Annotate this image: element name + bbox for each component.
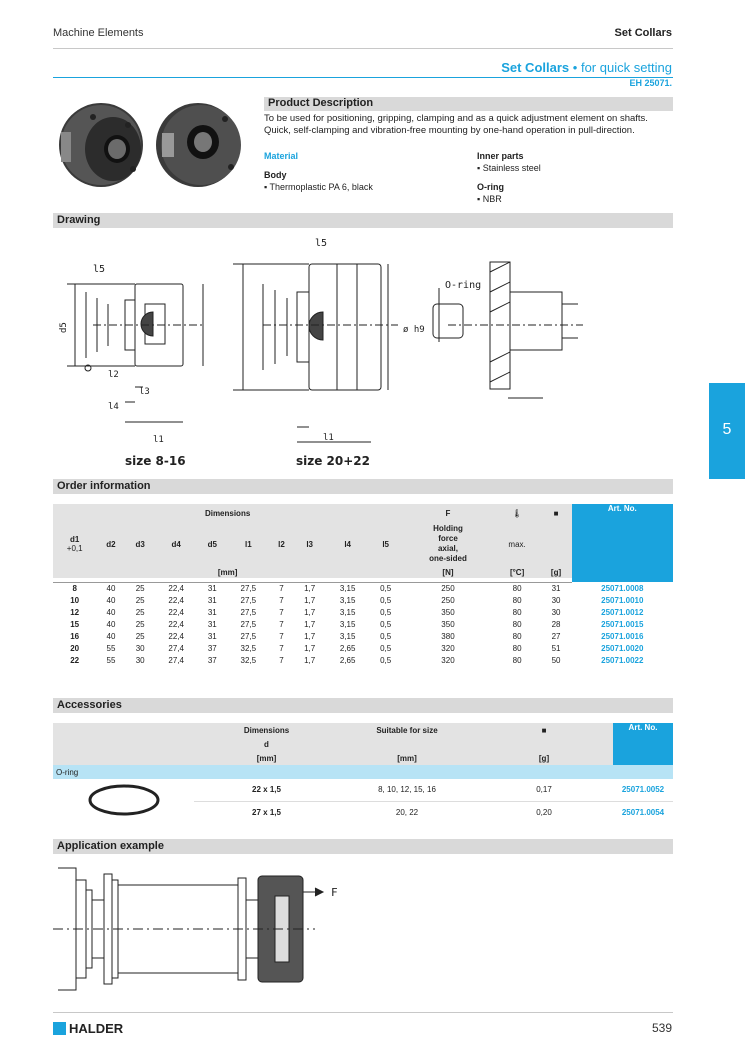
oring-label: O-ring [477, 182, 504, 192]
order-cell: 2,65 [339, 643, 356, 653]
order-cell: 380 [441, 631, 455, 641]
unit-c: [°C] [509, 567, 525, 577]
order-cell: 32,5 [240, 655, 257, 665]
acc-weight-icon: ■ [541, 725, 547, 735]
unit-g: [g] [550, 567, 562, 577]
order-row [53, 642, 673, 654]
acc-suitable-unit: [mm] [397, 753, 417, 763]
order-cell: 3,15 [339, 595, 356, 605]
order-cell: 40 [106, 631, 116, 641]
svg-text:l2: l2 [108, 370, 119, 380]
col-holding-force: Holding force axial, one-sided [429, 524, 467, 563]
order-cell: 7 [279, 595, 284, 605]
order-cell: 350 [441, 619, 455, 629]
order-cell: 37 [207, 655, 217, 665]
order-cell: 40 [106, 595, 116, 605]
order-cell: 22,4 [168, 595, 184, 605]
order-row [53, 594, 673, 606]
order-cell: 40 [106, 607, 116, 617]
dimensions-header: Dimensions [204, 508, 251, 518]
acc-row-dim: 27 x 1,5 [194, 801, 339, 823]
footer-divider [53, 1012, 673, 1013]
order-cell: 7 [279, 607, 284, 617]
product-code: EH 25071. [629, 78, 672, 88]
drawing-section-heading: Drawing [53, 213, 673, 228]
body-label: Body [264, 170, 287, 180]
col-max-temp: max. [508, 539, 526, 549]
order-cell: 250 [441, 583, 455, 593]
order-cell: 30 [551, 595, 561, 605]
order-cell: 27,5 [240, 595, 257, 605]
body-value: ▪ Thermoplastic PA 6, black [264, 182, 373, 192]
inner-parts-label: Inner parts [477, 151, 524, 161]
order-cell: 25 [135, 607, 145, 617]
oring-value: ▪ NBR [477, 194, 502, 204]
order-cell: 3,15 [339, 607, 356, 617]
header-category: Machine Elements [53, 27, 144, 39]
acc-row-dim: 22 x 1,5 [252, 785, 281, 795]
order-cell: 2,65 [339, 655, 356, 665]
svg-text:size 20+22: size 20+22 [296, 454, 371, 468]
order-cell: 27,4 [168, 643, 184, 653]
order-cell: 7 [279, 655, 284, 665]
acc-group-oring: O-ring [53, 765, 673, 779]
order-cell: 7 [279, 619, 284, 629]
order-cell: 22,4 [168, 631, 184, 641]
accessories-table [53, 723, 673, 823]
order-cell: 20 [70, 643, 80, 653]
acc-row-weight: 0,17 [536, 785, 552, 795]
order-cell: 7 [279, 631, 284, 641]
order-cell: 10 [70, 595, 80, 605]
acc-art-no-header: Art. No. [613, 723, 673, 765]
order-cell: 27,5 [240, 619, 257, 629]
svg-text:O-ring: O-ring [445, 280, 482, 291]
col-l1: l1 [244, 539, 252, 549]
order-cell: 27 [551, 631, 561, 641]
order-cell: 25 [135, 619, 145, 629]
order-table [53, 504, 673, 666]
force-header: F [445, 508, 451, 518]
svg-text:F: F [331, 886, 338, 899]
order-cell: 3,15 [339, 619, 356, 629]
temperature-icon: 🌡 [512, 508, 523, 518]
svg-text:l4: l4 [108, 402, 119, 412]
order-cell: 0,5 [380, 655, 392, 665]
art-no-header: Art. No. [572, 504, 673, 582]
order-cell: 40 [106, 619, 116, 629]
order-cell: 1,7 [304, 595, 316, 605]
acc-dimensions-header: Dimensions [243, 725, 290, 735]
page-number: 539 [651, 1021, 672, 1035]
acc-row-suitable: 20, 22 [339, 801, 475, 823]
order-cell: 25 [135, 631, 145, 641]
order-cell: 28 [551, 619, 561, 629]
order-row [53, 606, 673, 618]
order-cell: 55 [106, 643, 116, 653]
art-no-cell[interactable]: 25071.0016 [601, 631, 644, 641]
order-cell: 30 [551, 607, 561, 617]
order-row [53, 630, 673, 642]
acc-row-art[interactable]: 25071.0054 [613, 801, 673, 823]
order-cell: 320 [441, 643, 455, 653]
order-row [53, 618, 673, 630]
halder-logo-icon [53, 1022, 66, 1035]
order-cell: 7 [279, 583, 284, 593]
order-cell: 0,5 [380, 595, 392, 605]
inner-parts-value: ▪ Stainless steel [477, 163, 541, 173]
art-no-cell[interactable]: 25071.0008 [601, 583, 644, 593]
order-cell: 25 [135, 583, 145, 593]
title-divider [53, 77, 673, 78]
col-l5: l5 [382, 539, 389, 549]
material-label: Material [264, 151, 299, 161]
unit-n: [N] [442, 567, 454, 577]
acc-row-art[interactable]: 25071.0052 [621, 785, 665, 795]
order-cell: 51 [551, 643, 561, 653]
acc-row-suitable: 8, 10, 12, 15, 16 [378, 785, 436, 795]
svg-text:l5: l5 [93, 264, 106, 275]
col-l2: l2 [278, 539, 285, 549]
col-d1: d1 +0,1 [66, 535, 83, 553]
order-cell: 80 [512, 595, 522, 605]
order-cell: 31 [207, 595, 217, 605]
order-cell: 27,4 [168, 655, 184, 665]
chapter-tab[interactable]: 5 [709, 383, 745, 479]
order-cell: 22 [70, 655, 80, 665]
order-cell: 1,7 [304, 607, 316, 617]
col-d2: d2 [106, 539, 116, 549]
order-cell: 27,5 [240, 583, 257, 593]
col-l3: l3 [306, 539, 313, 549]
page-title: Set Collars • for quick setting [501, 60, 672, 75]
order-cell: 22,4 [168, 583, 184, 593]
svg-text:ø h9: ø h9 [403, 325, 425, 335]
order-cell: 320 [441, 655, 455, 665]
order-cell: 3,15 [339, 583, 356, 593]
application-section-heading: Application example [53, 839, 673, 854]
order-cell: 0,5 [380, 607, 392, 617]
order-cell: 7 [279, 643, 284, 653]
order-cell: 55 [106, 655, 116, 665]
svg-text:l3: l3 [139, 387, 150, 397]
col-weight [540, 522, 571, 566]
order-cell: 27,5 [240, 631, 257, 641]
order-cell: 31 [207, 583, 217, 593]
order-cell: 1,7 [304, 643, 316, 653]
order-cell: 0,5 [380, 643, 392, 653]
art-no-cell[interactable]: 25071.0012 [601, 607, 644, 617]
art-no-cell[interactable]: 25071.0015 [601, 619, 644, 629]
oring-image [53, 779, 194, 823]
order-cell: 0,5 [380, 619, 392, 629]
technical-drawing [53, 232, 613, 472]
order-row [53, 582, 673, 594]
order-section-heading: Order information [53, 479, 673, 494]
order-cell: 0,5 [380, 583, 392, 593]
order-cell: 31 [207, 607, 217, 617]
order-cell: 80 [512, 607, 522, 617]
order-cell: 30 [135, 643, 145, 653]
acc-unit-g: [g] [538, 753, 550, 763]
order-cell: 12 [70, 607, 80, 617]
order-cell: 50 [551, 655, 561, 665]
accessories-section-heading: Accessories [53, 698, 673, 713]
order-cell: 8 [72, 583, 77, 593]
product-photo [53, 97, 248, 192]
order-cell: 0,5 [380, 631, 392, 641]
order-cell: 22,4 [168, 619, 184, 629]
svg-text:size 8-16: size 8-16 [125, 454, 186, 468]
order-cell: 1,7 [304, 655, 316, 665]
order-cell: 350 [441, 607, 455, 617]
unit-mm: [mm] [217, 567, 238, 577]
order-cell: 3,15 [339, 631, 356, 641]
order-cell: 16 [70, 631, 80, 641]
order-cell: 27,5 [240, 607, 257, 617]
order-cell: 32,5 [240, 643, 257, 653]
order-cell: 40 [106, 583, 116, 593]
col-d3: d3 [135, 539, 145, 549]
order-cell: 31 [207, 631, 217, 641]
order-cell: 1,7 [304, 583, 316, 593]
svg-text:l1: l1 [323, 433, 334, 443]
order-cell: 25 [135, 595, 145, 605]
order-cell: 80 [512, 619, 522, 629]
product-description: To be used for positioning, gripping, clamping and as a quick adjustment element on shafts. Quick, self-clamping and vibration-free mounting by one-hand operation in pull-direction. [264, 113, 648, 136]
art-no-cell[interactable]: 25071.0022 [601, 655, 644, 665]
svg-text:d5: d5 [59, 322, 69, 333]
order-cell: 31 [207, 619, 217, 629]
order-cell: 30 [135, 655, 145, 665]
order-cell: 15 [70, 619, 80, 629]
acc-suitable-header: Suitable for size [376, 725, 438, 735]
svg-text:l1: l1 [153, 435, 164, 445]
acc-d-label: d [264, 739, 269, 749]
order-cell: 1,7 [304, 619, 316, 629]
weight-icon: ■ [553, 508, 559, 518]
acc-row-weight: 0,20 [475, 801, 613, 823]
art-no-cell[interactable]: 25071.0010 [601, 595, 644, 605]
order-cell: 37 [207, 643, 217, 653]
order-cell: 80 [512, 643, 522, 653]
order-cell: 250 [441, 595, 455, 605]
header-divider [53, 48, 673, 49]
acc-unit-mm: [mm] [256, 753, 277, 763]
order-cell: 1,7 [304, 631, 316, 641]
application-drawing [53, 860, 373, 1000]
col-d4: d4 [171, 539, 181, 549]
art-no-cell[interactable]: 25071.0020 [601, 643, 644, 653]
order-cell: 80 [512, 631, 522, 641]
order-cell: 31 [551, 583, 561, 593]
order-row [53, 654, 673, 666]
col-l4: l4 [344, 539, 351, 549]
order-cell: 80 [512, 655, 522, 665]
col-d5: d5 [207, 539, 217, 549]
svg-text:l5: l5 [315, 238, 328, 249]
order-cell: 80 [512, 583, 522, 593]
order-cell: 22,4 [168, 607, 184, 617]
brand-logo: HALDER [53, 1021, 123, 1036]
product-description-heading: Product Description [264, 97, 673, 111]
header-section: Set Collars [614, 27, 672, 39]
